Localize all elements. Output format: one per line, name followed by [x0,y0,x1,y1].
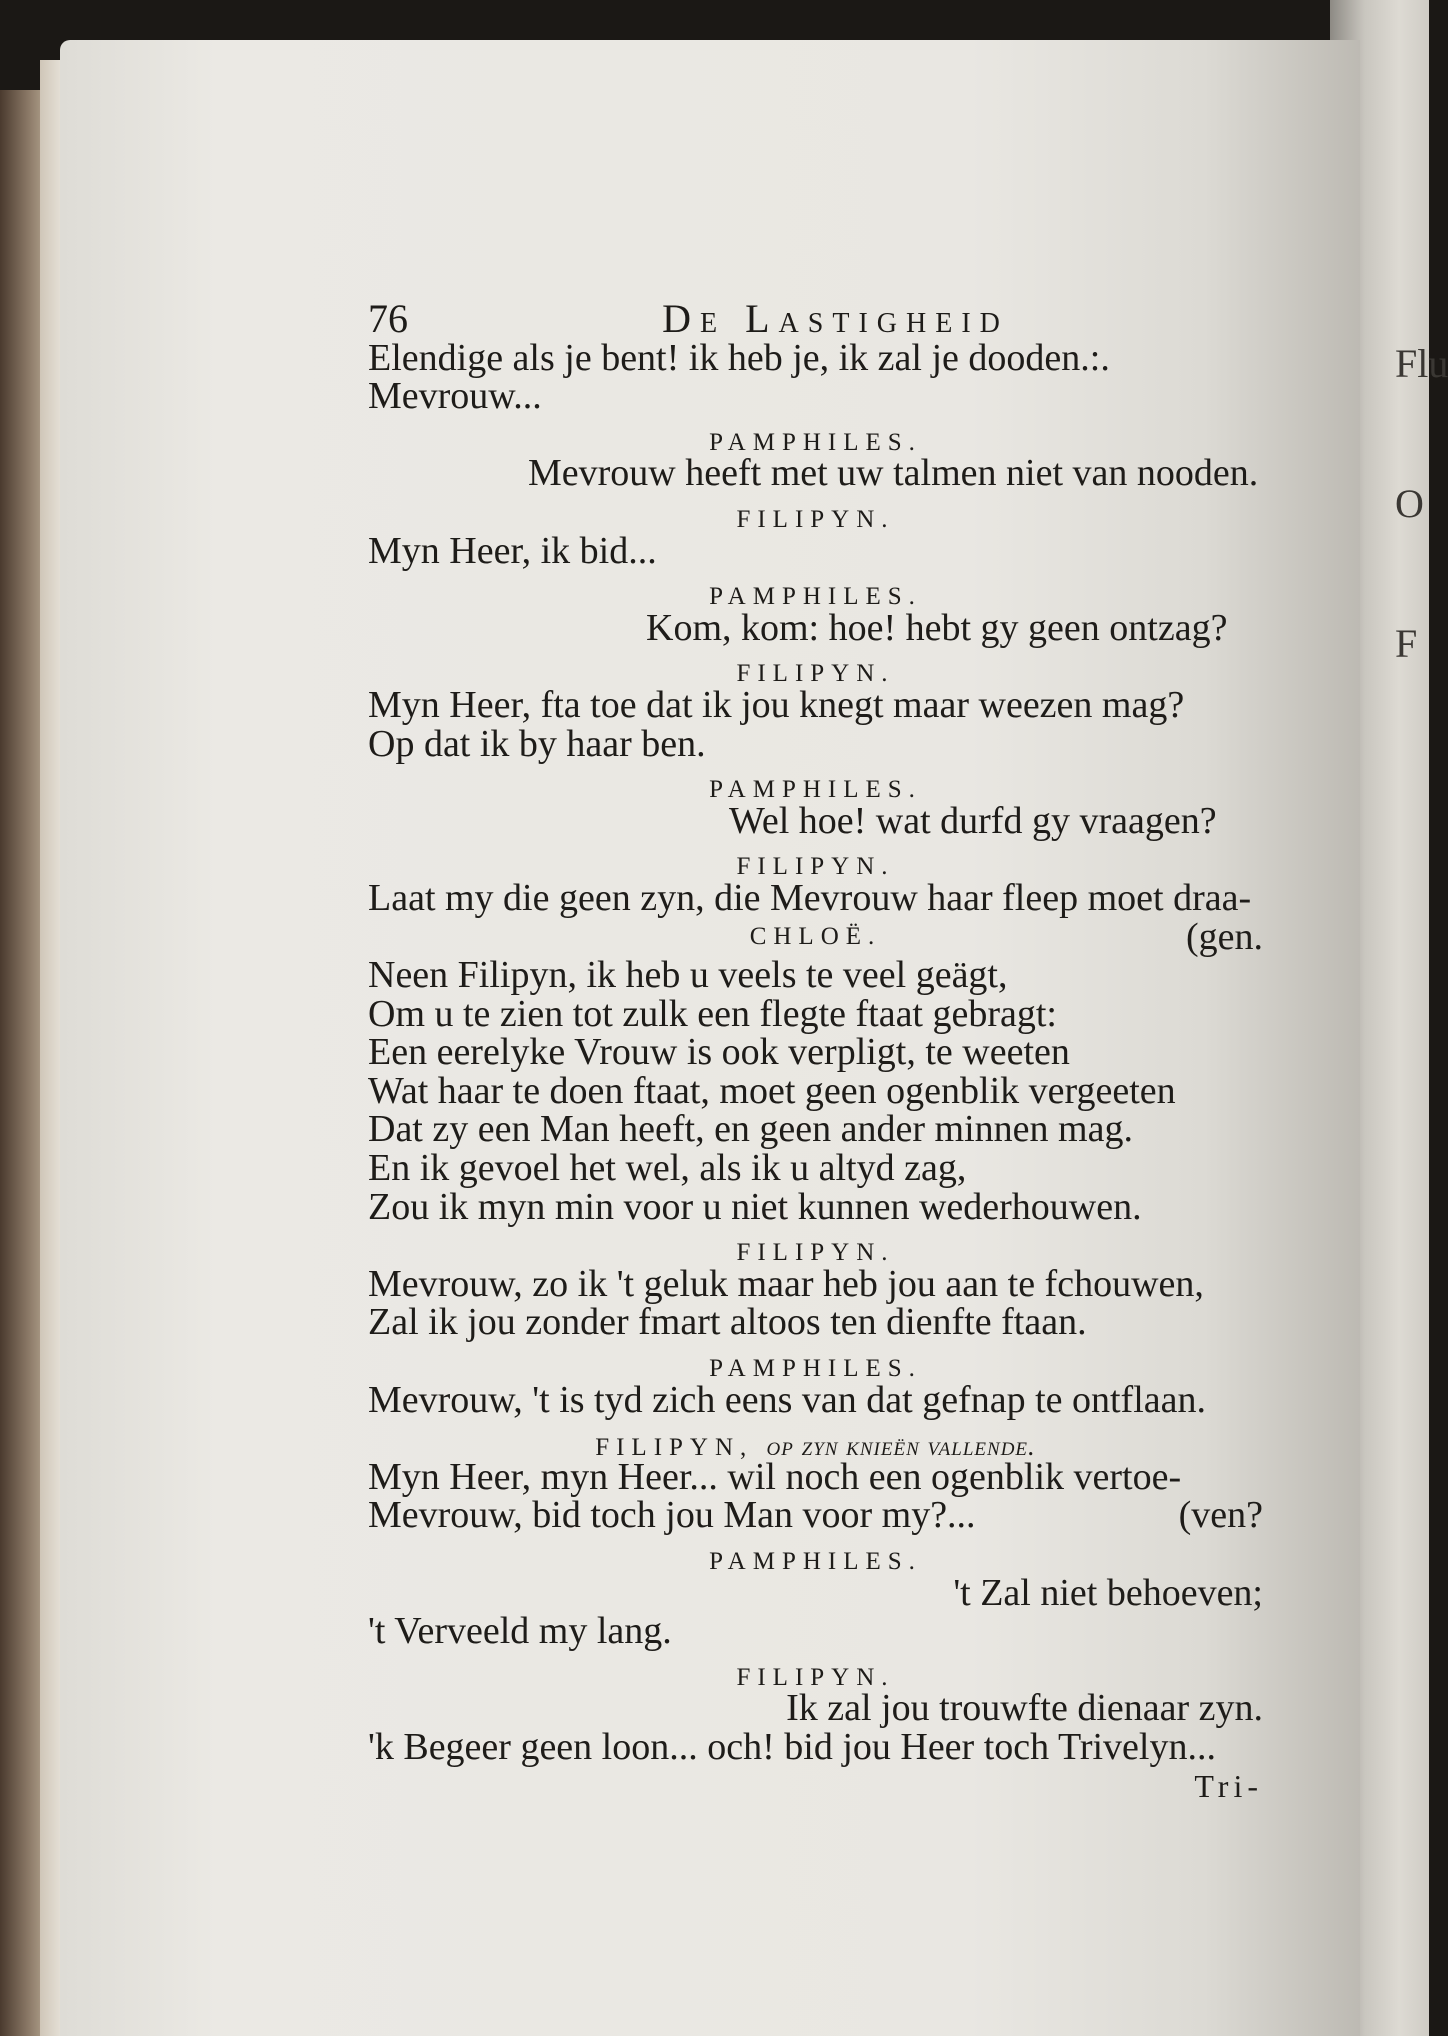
verse-text: Mevrouw, bid toch jou Man voor my?... [368,1494,976,1537]
facing-page-fragment: O [1395,481,1424,526]
verse-line: En ik gevoel het wel, als ik u altyd zag, [368,1147,967,1190]
speaker-name: PAMPHILES. [709,428,922,456]
speaker-name: PAMPHILES. [709,583,922,611]
turnover-text: (gen. [1185,915,1263,958]
speaker-name: PAMPHILES. [709,1355,922,1383]
speaker-name: CHLOË. [749,922,882,950]
speaker-name: FILIPYN. [736,1239,895,1267]
speaker-name: PAMPHILES. [709,776,922,804]
verse-line: Mevrouw, 't is tyd zich eens van dat gefnap te ontflaan. [368,1378,1207,1421]
verse-line: Myn Heer, ik bid... [368,529,657,572]
catchword: Tri- [1194,1767,1263,1804]
verse-line: Mevrouw, zo ik 't geluk maar heb jou aan te fchouwen, [368,1262,1204,1305]
verse-line: Om u te zien tot zulk een flegte ftaat gebragt: [368,992,1057,1035]
speaker-name: FILIPYN, [595,1434,754,1462]
verse-line: 'k Begeer geen loon... och! bid jou Heer toch Trivelyn... [368,1725,1216,1768]
speaker-name: FILIPYN. [736,853,895,881]
stage-direction: op zyn knieën vallende. [766,1431,1036,1462]
verse-line: Zal ik jou zonder fmart altoos ten dienfte ftaan. [368,1301,1087,1344]
verse-line: Myn Heer, fta toe dat ik jou knegt maar weezen mag? [368,683,1185,726]
facing-page-fragment: Flu [1395,341,1448,386]
page-number: 76 [368,296,408,341]
speaker-with-stage-direction [368,1419,1263,1462]
page-text [368,296,1263,1805]
verse-line: Mevrouw heeft met uw talmen niet van nooden. [528,452,1259,495]
verse-line: Mevrouw... [368,375,542,418]
verse-line: Kom, kom: hoe! hebt gy geen ontzag? [646,606,1228,649]
speaker-line-with-turnover [368,915,1263,958]
speaker-name: FILIPYN. [736,505,895,533]
verse-line: Zou ik myn min voor u niet kunnen wederhouwen. [368,1185,1142,1228]
turnover-text: (ven? [1178,1494,1263,1537]
verse-line: Een eerelyke Vrouw is ook verpligt, te weeten [368,1031,1070,1074]
verse-line: 't Zal niet behoeven; [953,1571,1263,1614]
verse-line: Op dat ik by haar ben. [368,722,706,765]
running-head [368,296,1263,341]
verse-line: Neen Filipyn, ik heb u veels te veel geägt, [368,954,1008,997]
speaker-name: FILIPYN. [736,1663,895,1691]
verse-line: Wel hoe! wat durfd gy vraagen? [729,799,1217,842]
verse-line: Ik zal jou trouwfte dienaar zyn. [786,1687,1263,1730]
speaker-name: FILIPYN. [736,660,895,688]
verse-line: Elendige als je bent! ik heb je, ik zal je dooden.:. [368,336,1110,379]
facing-page-fragment: F [1395,621,1418,666]
speaker-name: PAMPHILES. [709,1548,922,1575]
verse-line: Wat haar te doen ftaat, moet geen ogenblik vergeeten [368,1069,1176,1112]
verse-line: Myn Heer, myn Heer... wil noch een ogenblik vertoe- [368,1455,1182,1498]
running-title: De Lastigheid [662,296,1009,341]
verse-line-with-turnover [368,1496,1263,1535]
verse-line: Laat my die geen zyn, die Mevrouw haar fleep moet draa- [368,876,1252,919]
verse-line: Dat zy een Man heeft, en geen ander minnen mag. [368,1108,1133,1151]
verse-line: 't Verveeld my lang. [368,1610,672,1653]
